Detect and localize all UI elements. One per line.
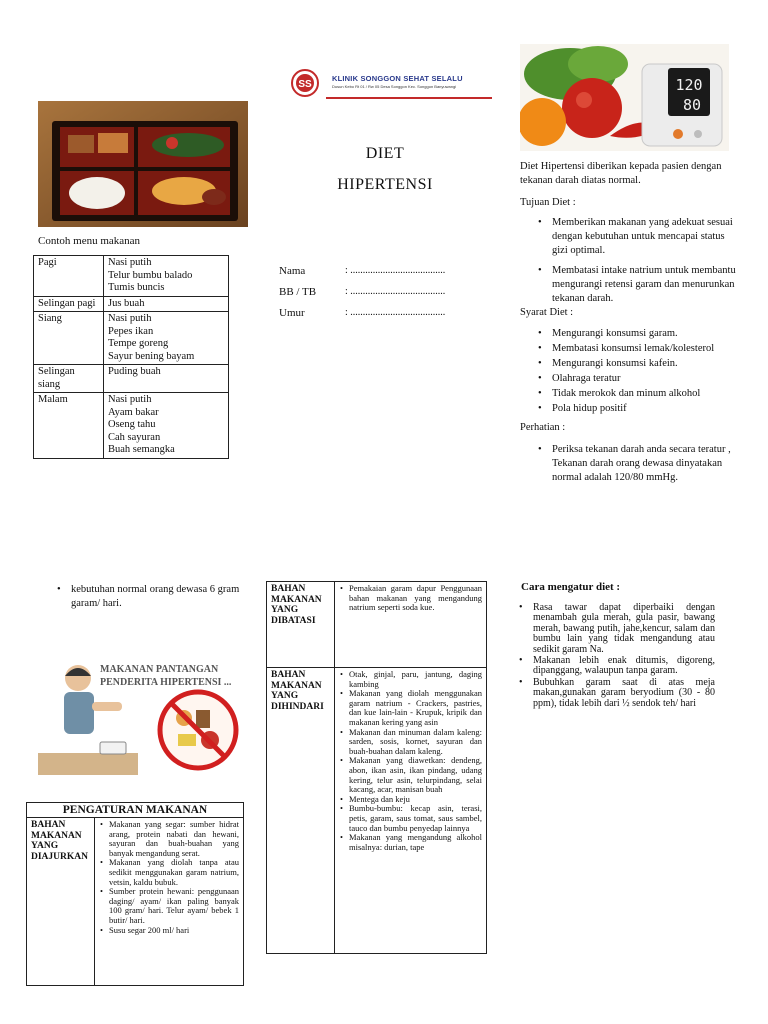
clinic-address: Dusun Kebo Rt 01 / Rw 05 Desa Songgon Kec. Songgon Banyuwangi: [332, 84, 457, 89]
bp-diastolic: 80: [682, 96, 702, 114]
dihindari-item: • Makanan yang diolah menggunakan garam natrium - Crackers, pastries, dan kue lain-lain - Krupuk, kripik dan makanan kering yang asin: [339, 689, 482, 727]
dibatasi-item: • Pemakaian garam dapur Penggunaan bahan makanan yang mengandung natrium seperti soda kue.: [339, 584, 482, 613]
syarat-item: • Tidak merokok dan minum alkohol: [520, 387, 755, 401]
logo-underline: [326, 97, 492, 99]
tujuan-heading: Tujuan Diet :: [520, 197, 576, 208]
menu-item: Tumis buncis: [108, 282, 165, 293]
pantangan-line1: MAKANAN PANTANGAN: [100, 664, 219, 675]
pantangan-banner: [38, 658, 248, 775]
menu-item: Nasi putih: [108, 394, 152, 405]
syarat-heading: Syarat Diet :: [520, 307, 574, 318]
patient-illustration: [38, 658, 138, 775]
menu-item: Tempe goreng: [108, 338, 169, 349]
menu-time: Pagi: [34, 256, 104, 297]
title-diet: DIET: [365, 145, 405, 162]
perhatian-list: [520, 443, 738, 491]
tujuan-item: • Memberikan makanan yang adekuat sesuai dengan kebutuhan untuk mencapai status gizi optimal.: [520, 216, 738, 258]
dibatasi-body: [335, 582, 487, 668]
dihindari-body: [335, 668, 487, 954]
patient-label-umur: Umur: [279, 307, 305, 319]
patient-row-umur: [279, 307, 479, 328]
patient-label-nama: Nama: [279, 265, 306, 277]
dihindari-label: BAHAN MAKANAN YANG DIHINDARI: [267, 668, 335, 954]
menu-row: [34, 393, 229, 459]
dibatasi-label: BAHAN MAKANAN YANG DIBATASI: [267, 582, 335, 668]
forbidden-food-icon: [156, 688, 240, 772]
menu-items: [104, 312, 229, 365]
dihindari-item: • Bumbu-bumbu: kecap asin, terasi, petis, garam, saus tomat, saus sambel, tauco dan bumbu penyedap lainnya: [339, 804, 482, 833]
dihindari-item: • Makanan yang mengandung alkohol misalnya: durian, tape: [339, 833, 482, 852]
salt-note-list: [55, 583, 255, 611]
patient-field-bbtb[interactable]: : ......................................: [345, 286, 446, 297]
clinic-logo: [286, 66, 496, 104]
menu-row: [34, 312, 229, 365]
patient-row-nama: [279, 265, 479, 286]
syarat-item: • Olahraga teratur: [520, 372, 755, 386]
syarat-list: [520, 327, 755, 417]
menu-item: Telur bumbu balado: [108, 269, 193, 281]
bp-systolic: 120: [675, 76, 703, 94]
clinic-name: KLINIK SONGGON SEHAT SELALU: [332, 74, 463, 83]
menu-row: [34, 256, 229, 297]
pengaturan-header: PENGATURAN MAKANAN: [27, 803, 244, 818]
syarat-item: • Membatasi konsumsi lemak/kolesterol: [520, 342, 755, 356]
cara-heading: Cara mengatur diet :: [521, 581, 621, 593]
menu-time: Malam: [34, 393, 104, 459]
menu-item: Pepes ikan: [108, 325, 154, 337]
dihindari-item: • Otak, ginjal, paru, jantung, daging kambing: [339, 670, 482, 689]
pengaturan-label: BAHAN MAKANAN YANG DIAJURKAN: [27, 818, 95, 986]
bahan-table: [266, 581, 487, 954]
dihindari-item: • Makanan dan minuman dalam kaleng: sarden, sosis, kornet, sayuran dan buah-buahan dalam kaleng.: [339, 728, 482, 757]
menu-time: Selingan pagi: [34, 296, 104, 312]
patient-form: [279, 265, 479, 328]
menu-items: [104, 365, 229, 393]
syarat-item: • Mengurangi konsumsi kafein.: [520, 357, 755, 371]
menu-items: [104, 393, 229, 459]
menu-item: Cah sayuran: [108, 431, 161, 443]
patient-field-umur[interactable]: : ......................................: [345, 307, 446, 318]
bento-meal-photo: [38, 101, 248, 227]
menu-item: Ayam bakar: [108, 406, 159, 418]
menu-row: [34, 296, 229, 312]
clinic-logo-mark-text: SS: [298, 79, 312, 90]
pengaturan-item: • Makanan yang diolah tanpa atau sedikit menggunakan garam natrium, vetsin, kaldu bubuk.: [99, 858, 239, 887]
patient-row-bbtb: [279, 286, 479, 307]
salt-note: • kebutuhan normal orang dewasa 6 gram garam/ hari.: [55, 583, 255, 611]
pengaturan-body: [95, 818, 244, 986]
menu-row: [34, 365, 229, 393]
menu-item: Oseng tahu: [108, 419, 156, 430]
tujuan-item: • Membatasi intake natrium untuk membantu mengurangi retensi garam dan menurunkan tekanan darah.: [520, 264, 738, 306]
vegetables-bp-monitor-photo: [520, 44, 729, 151]
menu-item: Nasi putih: [108, 313, 152, 324]
perhatian-heading: Perhatian :: [520, 422, 566, 433]
syarat-item: • Pola hidup positif: [520, 402, 755, 416]
tujuan-list: [520, 216, 738, 312]
cara-item: • Makanan lebih enak ditumis, digoreng, dipanggang, walaupun tanpa garam.: [519, 656, 715, 677]
menu-items: [104, 256, 229, 297]
right-intro: Diet Hipertensi diberikan kepada pasien dengan tekanan darah diatas normal.: [520, 161, 722, 186]
menu-caption: Contoh menu makanan: [38, 235, 141, 247]
menu-item: Puding buah: [108, 366, 161, 377]
syarat-item: • Mengurangi konsumsi garam.: [520, 327, 755, 341]
menu-item: Jus buah: [108, 297, 145, 309]
clinic-logo-mark: [290, 68, 320, 98]
pengaturan-item: • Susu segar 200 ml/ hari: [99, 926, 239, 936]
pengaturan-item: • Sumber protein hewani: penggunaan daging/ ayam/ ikan paling banyak 100 gram/ hari. Telur ayam/ bebek 1 butir/ hari.: [99, 887, 239, 925]
menu-time: Siang: [34, 312, 104, 365]
dihindari-item: • Makanan yang diawetkan: dendeng, abon, ikan asin, ikan pindang, udang kering, telur asin, telurpindang, selai kacang, acar, manisan buah: [339, 756, 482, 794]
menu-item: Buah semangka: [108, 444, 175, 455]
menu-item: Nasi putih: [108, 257, 152, 268]
dihindari-item: • Mentega dan keju: [339, 795, 482, 805]
cara-list: [519, 603, 715, 710]
cara-item: • Rasa tawar dapat diperbaiki dengan menambah gula merah, gula pasir, bawang merah, bawang putih, jahe,kencur, salam dan bumbu lain yang tidak mengandung atau sedikit garam Na.: [519, 603, 715, 655]
patient-label-bbtb: BB / TB: [279, 286, 317, 298]
pengaturan-item: • Makanan yang segar: sumber hidrat arang, protein nabati dan hewani, sayuran dan buah-buahan yang banyak mengandung serat.: [99, 820, 239, 858]
menu-time: Selingan siang: [34, 365, 104, 393]
menu-table: [33, 255, 229, 459]
menu-item: Sayur bening bayam: [108, 350, 195, 362]
menu-items: [104, 296, 229, 312]
patient-field-nama[interactable]: : ......................................: [345, 265, 446, 276]
cara-item: • Bubuhkan garam saat di atas meja makan,gunakan garam beryodium (30 - 80 ppm), tidak lebih dari ½ sendok teh/ hari: [519, 678, 715, 709]
perhatian-item: • Periksa tekanan darah anda secara teratur , Tekanan darah orang dewasa dinyatakan normal adalah 120/80 mmHg.: [520, 443, 738, 485]
pengaturan-table: [26, 802, 244, 986]
pantangan-line2: PENDERITA HIPERTENSI ...: [100, 677, 232, 688]
title-hipertensi: HIPERTENSI: [337, 176, 433, 193]
